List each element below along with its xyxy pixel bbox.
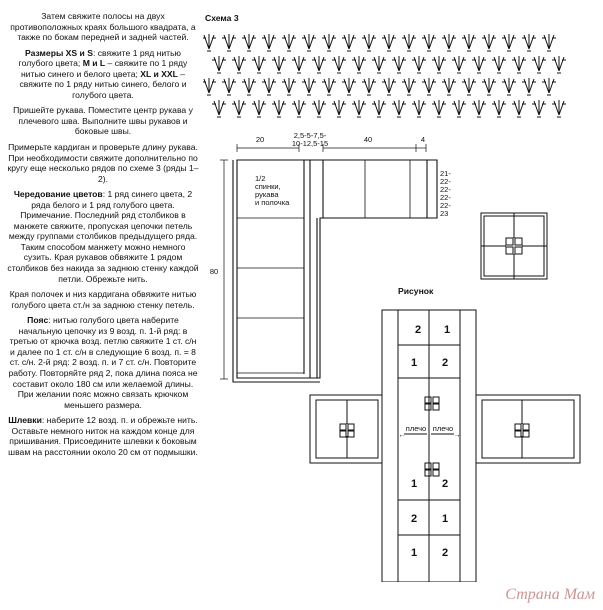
stitch-mark [389,79,394,93]
stitch-mark [394,101,399,115]
stitch-mark [529,35,534,49]
stitch-mark [399,101,404,115]
colors-text: : 1 ряд синего цвета, 2 ряда белого и 1 ряд голубого цвета. Примечание. Последний ряд столбиков в манжете свяжите, пропуская цепочки петель между группами столбиков предыдущего ряда. Таким способом манжету можно немного сузить. Края рукавов обвяжите 1 рядом столбиков без накида за заднюю стенку каждой петли. Обрежьте нить. [7,189,199,284]
stitch-mark [394,57,399,71]
sizes-xs-s: Размеры XS и S [25,47,93,58]
stitch-mark [374,57,379,71]
stitch-mark [444,79,449,93]
stitch-mark [229,35,234,49]
stitch-mark [319,101,324,115]
stitch-mark [334,101,339,115]
paragraph-fitting: Примерьте кардиган и проверьте длину рукава. При необходимости свяжите дополнительно по кругу еще несколько рядов по схеме 3 (ряды 1–2). [7,142,199,184]
stitch-mark [284,35,289,49]
stitch-mark [509,79,514,93]
stitch-mark [464,79,469,93]
paragraph-sleeves: Пришейте рукава. Поместите центр рукава у плечевого шва. Выполните швы рукавов и боковые швы. [13,105,193,137]
stitch-mark [234,57,239,71]
stitch-mark [284,79,289,93]
stitch-mark [274,101,279,115]
stitch-mark [259,101,264,115]
paragraph-loops [7,415,199,457]
panel-number-8: 1 [441,513,449,525]
stitch-mark [459,57,464,71]
stitch-mark [344,79,349,93]
stitch-mark [524,35,529,49]
stitch-mark [209,35,214,49]
stitch-mark [294,101,299,115]
stitch-mark [399,57,404,71]
panel-number-4: 2 [441,357,449,369]
stitch-mark [309,35,314,49]
stitch-mark [229,79,234,93]
stitch-mark [334,57,339,71]
stitch-mark [454,101,459,115]
stitch-mark [454,57,459,71]
panel-number-6: 2 [441,478,449,490]
stitch-mark [249,35,254,49]
sizes-xl-xxl: XL и XXL [140,68,178,79]
stitch-mark [364,35,369,49]
stitch-mark [424,79,429,93]
label-line-4: и полочка [255,198,290,207]
stitch-mark [249,79,254,93]
stitch-mark [349,35,354,49]
panel-number-5: 1 [410,478,418,490]
stitch-mark [409,79,414,93]
dim-4: 4 [420,135,426,144]
stitch-mark [534,57,539,71]
stitch-mark [409,35,414,49]
stitch-mark [549,79,554,93]
stitch-mark [329,79,334,93]
stitch-mark [289,79,294,93]
stitch-mark [239,57,244,71]
stitch-mark [494,101,499,115]
row-label-4: 22- [440,193,451,202]
stitch-mark [494,57,499,71]
shoulder-label-right: плечо [432,424,454,433]
stitch-mark [369,35,374,49]
watermark-logo: Страна Мам [505,586,595,603]
arrow-left-icon: ← [398,430,406,439]
assembly-figure [300,300,590,582]
stitch-mark [209,79,214,93]
stitch-mark [474,57,479,71]
row-label-1: 21- [440,169,451,178]
stitch-mark [204,35,209,49]
stitch-mark [439,57,444,71]
stitch-mark [484,79,489,93]
stitch-mark [509,35,514,49]
stitch-mark [469,79,474,93]
stitch-mark [404,35,409,49]
row-label-3: 22- [440,185,451,194]
belt-title: Пояс [27,315,49,326]
sizes-text-b: – свяжите по 1 ряду нитью синего и белого цвета; [20,58,188,79]
stitch-mark [479,57,484,71]
stitch-mark [504,35,509,49]
panel-number-7: 2 [410,513,418,525]
paragraph-belt [7,315,199,410]
panel-number-2: 1 [443,324,451,336]
stitch-mark [234,101,239,115]
stitch-mark [439,101,444,115]
stitch-mark [434,101,439,115]
stitch-mark [214,57,219,71]
dim-20: 20 [255,135,265,144]
sizes-text-c: – свяжите по 1 ряду нитью синего, белого и голубого цвета. [19,68,187,100]
stitch-mark [269,35,274,49]
dim-top-1: 2,5-5-7,5- [293,131,327,140]
belt-text: : нитью голубого цвета наберите начальную цепочку из 9 возд. п. 1-й ряд: в третью от крючка возд. петлю свяжите 1 ст. с/н и далее по 1 ст. с/н в следующие 6 возд. п. = 8 ст. с/н. 2-й ряд: 2 возд. п. и 7 ст. с/н. Повторите работу. Повторяйте ряд 2, пока длина пояса не составит около 180 см или желаемой длины. При желании пояс можно связать крючком меньшего размера. [8,315,198,410]
stitch-mark [449,79,454,93]
stitch-mark [204,79,209,93]
stitch-mark [269,79,274,93]
stitch-mark [504,79,509,93]
dim-80: 80 [209,267,219,276]
stitch-mark [254,101,259,115]
stitch-mark [264,35,269,49]
row-label-5: 22- [440,201,451,210]
stitch-mark [319,57,324,71]
stitch-mark [329,35,334,49]
figure-title: Рисунок [398,286,434,296]
stitch-mark [519,101,524,115]
stitch-mark [259,57,264,71]
stitch-mark [349,79,354,93]
stitch-mark [489,79,494,93]
stitch-mark [549,35,554,49]
stitch-mark [379,101,384,115]
paragraph-strips: Затем свяжите полосы на двух противоположных краях большого квадрата, а также по бокам передней и задней частей. [10,11,196,43]
stitch-mark [324,79,329,93]
stitch-mark [354,57,359,71]
stitch-mark [459,101,464,115]
loops-title: Шлевки [8,415,42,426]
stitch-mark [514,57,519,71]
stitch-mark [324,35,329,49]
sizes-text-a: : свяжите 1 ряд нитью голубого цвета; [18,47,181,69]
dim-top-2: 10-12,5-15 [291,139,329,148]
stitch-mark [449,35,454,49]
stitch-mark [219,57,224,71]
stitch-mark [499,101,504,115]
stitch-mark [264,79,269,93]
stitch-mark [224,35,229,49]
stitch-mark [289,35,294,49]
stitch-mark [559,101,564,115]
stitch-mark [529,79,534,93]
stitch-mark [434,57,439,71]
stitch-mark [414,57,419,71]
stitch-mark [534,101,539,115]
label-line-1: 1/2 [255,174,266,183]
stitch-mark [244,79,249,93]
stitch-mark [444,35,449,49]
stitch-mark [219,101,224,115]
stitch-mark [429,35,434,49]
stitch-mark [224,79,229,93]
stitch-mark [314,101,319,115]
panel-number-9: 1 [410,547,418,559]
stitch-mark [414,101,419,115]
stitch-mark [464,35,469,49]
stitch-mark [279,57,284,71]
loops-text: : наберите 12 возд. п. и обрежьте нить. Оставьте немного ниток на каждом конце для пришивания. Присоедините шлевки к боковым швам на расстоянии около 20 см от подмышки. [8,415,198,457]
stitch-mark [479,101,484,115]
stitch-mark [344,35,349,49]
stitch-mark [304,79,309,93]
stitch-mark [539,57,544,71]
stitch-mark [354,101,359,115]
stitch-mark [364,79,369,93]
stitch-mark [404,79,409,93]
stitch-mark [299,57,304,71]
stitch-mark [299,101,304,115]
stitch-mark [359,101,364,115]
stitch-mark [554,101,559,115]
stitch-mark [214,101,219,115]
panel-number-10: 2 [441,547,449,559]
paragraph-colors [7,189,199,284]
stitch-mark [339,57,344,71]
stitch-mark [294,57,299,71]
label-line-3: рукава [255,190,279,199]
stitch-mark [374,101,379,115]
stitch-mark [419,57,424,71]
row-label-2: 22- [440,177,451,186]
stitch-mark [239,101,244,115]
label-line-2: спинки, [255,182,281,191]
stitch-mark [254,57,259,71]
stitch-mark [544,35,549,49]
schema3-title: Схема 3 [205,13,239,23]
paragraph-sizes [7,48,199,101]
stitch-mark [489,35,494,49]
instructions-text [7,11,199,462]
stitch-mark [559,57,564,71]
dim-40: 40 [363,135,373,144]
stitch-mark [389,35,394,49]
stitch-mark [384,79,389,93]
stitch-mark [524,79,529,93]
colors-title: Чередование цветов [13,189,103,200]
stitch-mark [429,79,434,93]
stitch-mark [274,57,279,71]
sizes-m-l: M и L [82,58,106,69]
row-label-6: 23 [440,209,449,218]
stitch-mark [359,57,364,71]
stitch-mark [554,57,559,71]
paragraph-edging: Края полочек и низ кардигана обвяжите нитью голубого цвета ст./н за заднюю стенку петель. [9,289,197,310]
stitch-mark [474,101,479,115]
stitch-mark [314,57,319,71]
stitch-mark [499,57,504,71]
stitch-mark [519,57,524,71]
stitch-mark [469,35,474,49]
crochet-chart [203,27,575,122]
square-motif [480,212,550,282]
stitch-mark [309,79,314,93]
stitch-mark [419,101,424,115]
arrow-right-icon: → [453,430,461,439]
stitch-mark [424,35,429,49]
stitch-mark [339,101,344,115]
stitch-mark [544,79,549,93]
stitch-mark [279,101,284,115]
stitch-mark [539,101,544,115]
stitch-mark [384,35,389,49]
stitch-mark [369,79,374,93]
panel-number-3: 1 [410,357,418,369]
stitch-mark [484,35,489,49]
stitch-mark [304,35,309,49]
stitch-mark [379,57,384,71]
stitch-mark [244,35,249,49]
panel-number-1: 2 [414,324,422,336]
shoulder-label-left: плечо [405,424,427,433]
stitch-mark [514,101,519,115]
